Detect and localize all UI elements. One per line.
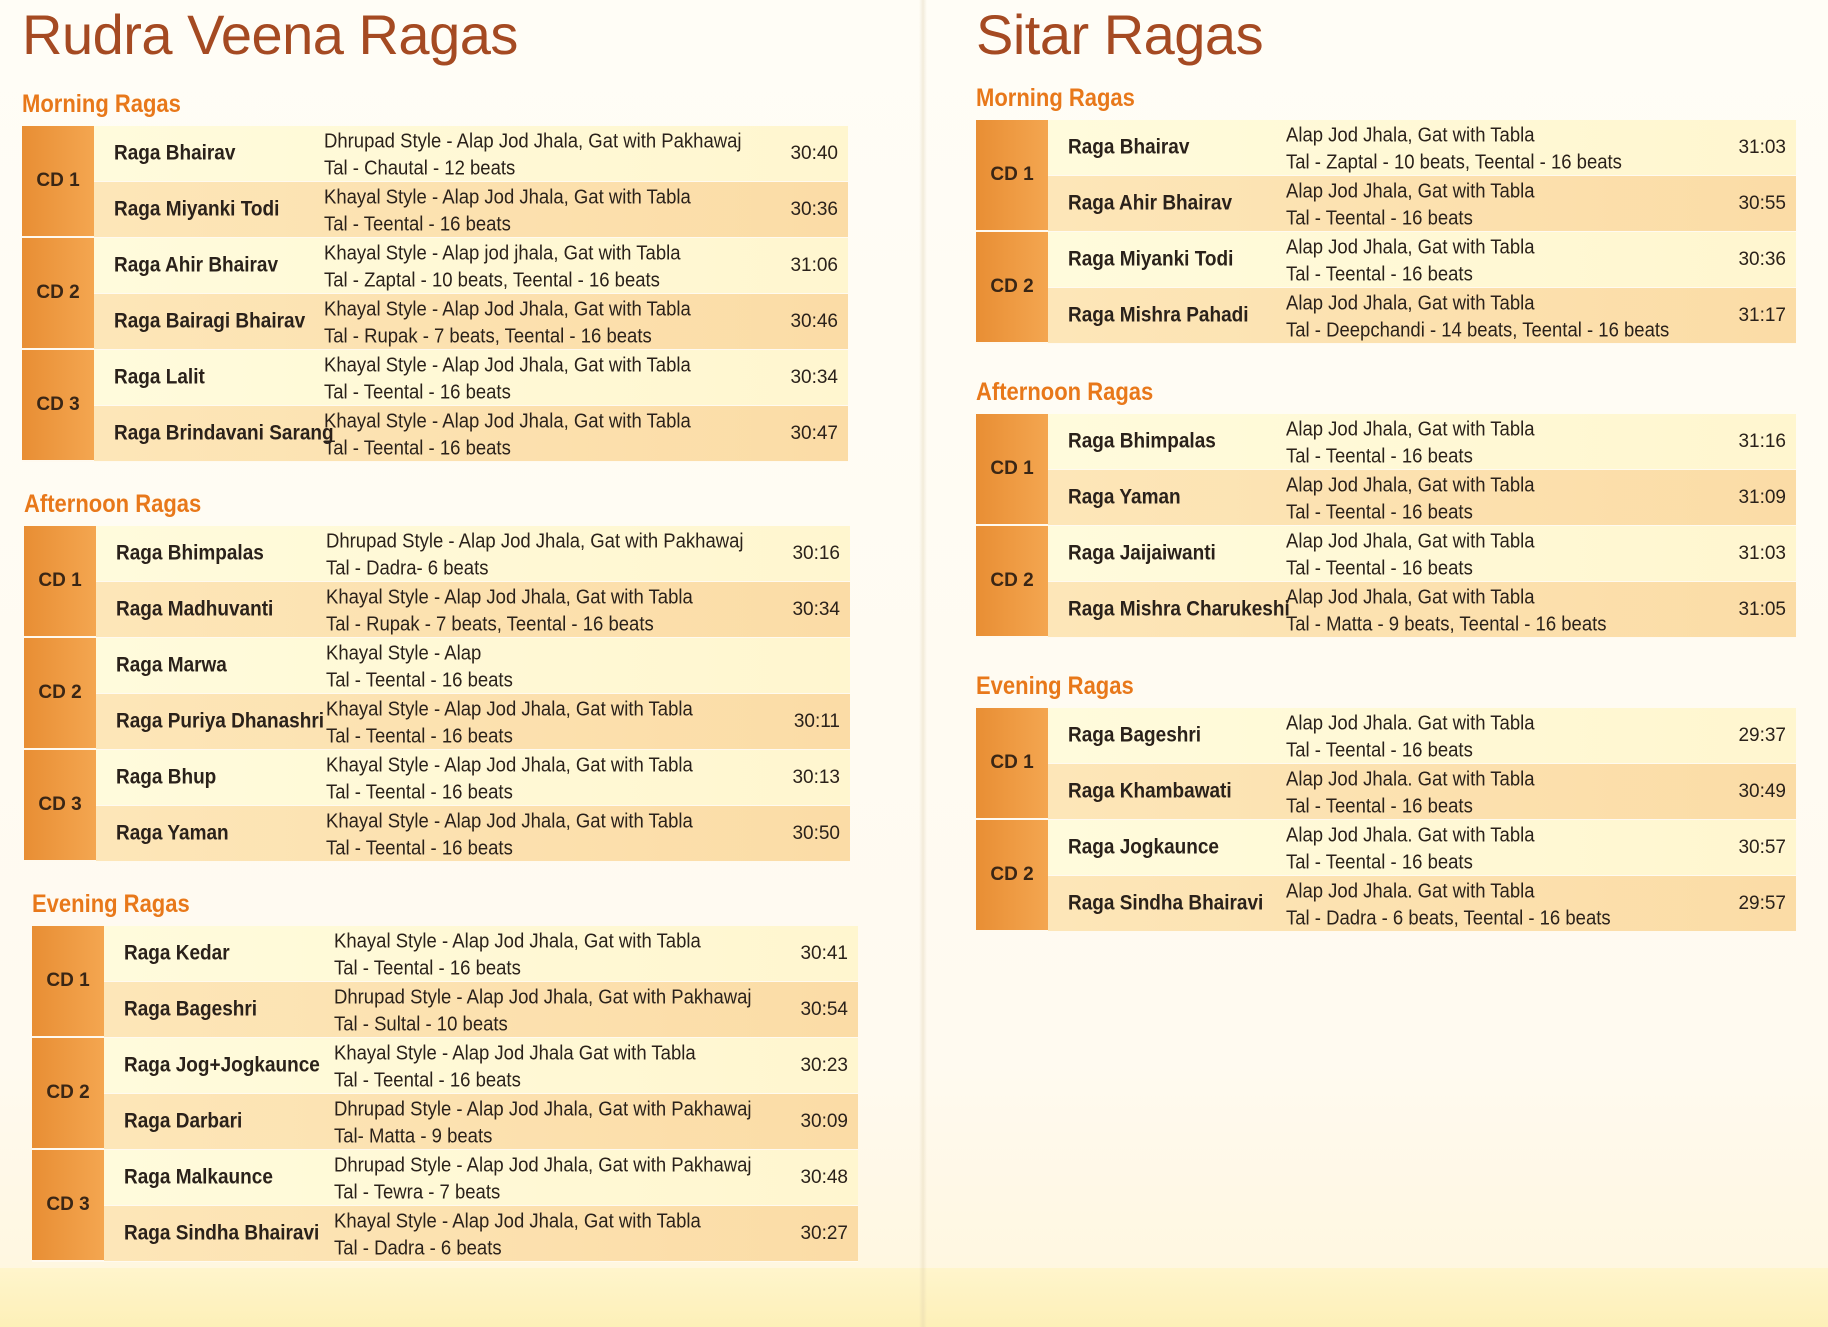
raga-name: Raga Mishra Pahadi [1068, 303, 1249, 327]
section-title: Evening Ragas [32, 889, 190, 918]
cd-rows [96, 638, 850, 750]
cd-group [24, 526, 850, 638]
raga-style: Khayal Style - Alap [326, 640, 482, 664]
raga-style: Khayal Style - Alap Jod Jhala, Gat with Tabla [326, 808, 693, 832]
raga-name: Raga Lalit [114, 365, 205, 389]
table-row [96, 526, 850, 582]
raga-duration: 30:40 [790, 142, 838, 164]
raga-description [1286, 471, 1716, 525]
raga-description [334, 983, 778, 1037]
cd-label: CD 1 [976, 120, 1048, 232]
table-row [1048, 708, 1796, 764]
section-title: Evening Ragas [976, 671, 1134, 700]
raga-tal: Tal - Teental - 16 beats [1286, 205, 1473, 229]
raga-description [326, 583, 770, 637]
raga-tal: Tal - Teental - 16 beats [1286, 555, 1473, 579]
cd-rows [94, 238, 848, 350]
raga-description [334, 1151, 778, 1205]
cd-group [24, 638, 850, 750]
raga-description [1286, 709, 1716, 763]
raga-tal: Tal - Teental - 16 beats [1286, 737, 1473, 761]
cd-group [22, 238, 848, 350]
raga-style: Alap Jod Jhala, Gat with Tabla [1286, 416, 1535, 440]
section-morning-ragas [22, 86, 848, 462]
table-row [94, 238, 848, 294]
raga-description [334, 927, 778, 981]
page-title: Sitar Ragas [976, 3, 1264, 66]
table-row [1048, 582, 1796, 638]
raga-duration: 30:57 [1738, 836, 1786, 858]
raga-tal: Tal - Teental - 16 beats [1286, 849, 1473, 873]
raga-style: Alap Jod Jhala. Gat with Tabla [1286, 766, 1535, 790]
raga-duration: 31:17 [1738, 304, 1786, 326]
raga-style: Alap Jod Jhala, Gat with Tabla [1286, 528, 1535, 552]
raga-tal: Tal - Teental - 16 beats [324, 379, 511, 403]
raga-tal: Tal - Teental - 16 beats [1286, 793, 1473, 817]
raga-tal: Tal - Sultal - 10 beats [334, 1011, 508, 1035]
cd-group [976, 526, 1796, 638]
raga-duration: 30:50 [792, 822, 840, 844]
raga-tal: Tal- Matta - 9 beats [334, 1123, 493, 1147]
table-row [1048, 470, 1796, 526]
cd-rows [94, 350, 848, 462]
raga-style: Alap Jod Jhala, Gat with Tabla [1286, 584, 1535, 608]
raga-name: Raga Madhuvanti [116, 597, 274, 621]
cd-label: CD 3 [24, 750, 96, 862]
raga-style: Khayal Style - Alap Jod Jhala, Gat with Tabla [324, 296, 691, 320]
cd-label: CD 2 [976, 820, 1048, 932]
raga-name: Raga Marwa [116, 653, 227, 677]
cd-label: CD 2 [976, 232, 1048, 344]
raga-name: Raga Jaijaiwanti [1068, 541, 1216, 565]
raga-description [1286, 177, 1716, 231]
table-row [94, 350, 848, 406]
cd-rows [104, 926, 858, 1038]
cd-group [976, 120, 1796, 232]
raga-duration: 31:05 [1738, 598, 1786, 620]
raga-duration: 29:37 [1738, 724, 1786, 746]
raga-name: Raga Malkaunce [124, 1165, 273, 1189]
cd-label: CD 1 [22, 126, 94, 238]
raga-description [326, 807, 770, 861]
raga-table [976, 120, 1796, 344]
cd-label: CD 3 [32, 1150, 104, 1262]
raga-tal: Tal - Zaptal - 10 beats, Teental - 16 beats [1286, 149, 1622, 173]
raga-style: Khayal Style - Alap jod jhala, Gat with Tabla [324, 240, 681, 264]
raga-duration: 30:36 [790, 198, 838, 220]
raga-tal: Tal - Dadra - 6 beats [334, 1235, 502, 1259]
cd-group [22, 350, 848, 462]
cd-rows [1048, 820, 1796, 932]
raga-name: Raga Brindavani Sarang [114, 421, 334, 445]
bottom-band [0, 1268, 1828, 1327]
table-row [1048, 526, 1796, 582]
cd-group [32, 1150, 858, 1262]
raga-description [324, 127, 768, 181]
section-evening-ragas [32, 886, 858, 1262]
cd-group [24, 750, 850, 862]
table-row [1048, 414, 1796, 470]
raga-name: Raga Ahir Bhairav [1068, 191, 1233, 215]
raga-name: Raga Yaman [116, 821, 229, 845]
raga-name: Raga Bhairav [114, 141, 236, 165]
raga-name: Raga Khambawati [1068, 779, 1232, 803]
cd-group [976, 708, 1796, 820]
raga-style: Alap Jod Jhala. Gat with Tabla [1286, 710, 1535, 734]
table-row [96, 694, 850, 750]
raga-description [326, 639, 770, 693]
cd-rows [96, 526, 850, 638]
raga-description [1286, 289, 1716, 343]
raga-duration: 30:09 [800, 1110, 848, 1132]
cd-rows [1048, 414, 1796, 526]
raga-name: Raga Kedar [124, 941, 230, 965]
raga-tal: Tal - Teental - 16 beats [326, 667, 513, 691]
raga-tal: Tal - Teental - 16 beats [326, 835, 513, 859]
raga-table [24, 526, 850, 862]
raga-tal: Tal - Teental - 16 beats [334, 1067, 521, 1091]
raga-description [334, 1095, 778, 1149]
raga-description [1286, 233, 1716, 287]
raga-name: Raga Sindha Bhairavi [1068, 891, 1264, 915]
section-afternoon-ragas [976, 374, 1796, 638]
raga-style: Dhrupad Style - Alap Jod Jhala, Gat with Pakhawaj [326, 528, 744, 552]
raga-description [326, 695, 770, 749]
raga-tal: Tal - Teental - 16 beats [1286, 443, 1473, 467]
cd-group [32, 926, 858, 1038]
raga-name: Raga Miyanki Todi [1068, 247, 1234, 271]
raga-description [1286, 877, 1716, 931]
table-row [96, 750, 850, 806]
section-title: Afternoon Ragas [976, 377, 1154, 406]
raga-duration: 30:13 [792, 766, 840, 788]
section-evening-ragas [976, 668, 1796, 932]
raga-name: Raga Yaman [1068, 485, 1181, 509]
raga-style: Khayal Style - Alap Jod Jhala, Gat with Tabla [324, 352, 691, 376]
raga-duration: 30:34 [792, 598, 840, 620]
cd-label: CD 1 [976, 414, 1048, 526]
raga-tal: Tal - Teental - 16 beats [1286, 499, 1473, 523]
raga-description [326, 751, 770, 805]
cd-label: CD 2 [22, 238, 94, 350]
raga-duration: 30:46 [790, 310, 838, 332]
raga-description [1286, 415, 1716, 469]
raga-tal: Tal - Teental - 16 beats [326, 723, 513, 747]
raga-name: Raga Mishra Charukeshi [1068, 597, 1290, 621]
table-row [96, 638, 850, 694]
raga-description [324, 239, 768, 293]
raga-style: Alap Jod Jhala, Gat with Tabla [1286, 472, 1535, 496]
cd-rows [104, 1150, 858, 1262]
raga-duration: 30:54 [800, 998, 848, 1020]
raga-name: Raga Puriya Dhanashri [116, 709, 325, 733]
section-afternoon-ragas [24, 486, 850, 862]
raga-duration: 30:23 [800, 1054, 848, 1076]
raga-duration: 31:03 [1738, 542, 1786, 564]
cd-rows [1048, 232, 1796, 344]
table-row [94, 126, 848, 182]
cd-group [22, 126, 848, 238]
cd-rows [1048, 120, 1796, 232]
cd-rows [104, 1038, 858, 1150]
raga-description [334, 1207, 778, 1261]
table-row [104, 1038, 858, 1094]
table-row [1048, 820, 1796, 876]
raga-tal: Tal - Chautal - 12 beats [324, 155, 516, 179]
raga-description [326, 527, 770, 581]
table-row [1048, 120, 1796, 176]
raga-style: Alap Jod Jhala. Gat with Tabla [1286, 878, 1535, 902]
raga-tal: Tal - Teental - 16 beats [334, 955, 521, 979]
raga-name: Raga Bageshri [124, 997, 258, 1021]
section-title: Morning Ragas [976, 83, 1135, 112]
raga-tal: Tal - Dadra- 6 beats [326, 555, 489, 579]
section-title: Morning Ragas [22, 89, 181, 118]
raga-description [1286, 583, 1716, 637]
raga-description [1286, 765, 1716, 819]
raga-name: Raga Bhimpalas [1068, 429, 1216, 453]
raga-tal: Tal - Teental - 16 beats [1286, 261, 1473, 285]
raga-duration: 30:16 [792, 542, 840, 564]
raga-description [334, 1039, 778, 1093]
raga-tal: Tal - Rupak - 7 beats, Teental - 16 beats [324, 323, 652, 347]
cd-rows [1048, 708, 1796, 820]
cd-group [32, 1038, 858, 1150]
raga-name: Raga Bhairav [1068, 135, 1190, 159]
table-row [1048, 288, 1796, 344]
raga-style: Dhrupad Style - Alap Jod Jhala, Gat with Pakhawaj [334, 1152, 752, 1176]
raga-tal: Tal - Dadra - 6 beats, Teental - 16 beats [1286, 905, 1611, 929]
raga-tal: Tal - Teental - 16 beats [324, 435, 511, 459]
raga-description [324, 183, 768, 237]
raga-style: Dhrupad Style - Alap Jod Jhala, Gat with Pakhawaj [324, 128, 742, 152]
table-row [1048, 764, 1796, 820]
cd-label: CD 1 [976, 708, 1048, 820]
raga-duration: 30:34 [790, 366, 838, 388]
raga-description [324, 351, 768, 405]
table-row [94, 406, 848, 462]
raga-style: Khayal Style - Alap Jod Jhala, Gat with Tabla [324, 184, 691, 208]
table-row [94, 182, 848, 238]
raga-duration: 30:48 [800, 1166, 848, 1188]
raga-table [22, 126, 848, 462]
cd-rows [1048, 526, 1796, 638]
raga-tal: Tal - Zaptal - 10 beats, Teental - 16 beats [324, 267, 660, 291]
raga-description [1286, 121, 1716, 175]
table-row [104, 1094, 858, 1150]
cd-label: CD 2 [976, 526, 1048, 638]
raga-name: Raga Bageshri [1068, 723, 1202, 747]
raga-name: Raga Jogkaunce [1068, 835, 1219, 859]
table-row [1048, 232, 1796, 288]
cd-label: CD 2 [24, 638, 96, 750]
raga-name: Raga Miyanki Todi [114, 197, 280, 221]
raga-duration: 31:03 [1738, 136, 1786, 158]
raga-style: Khayal Style - Alap Jod Jhala, Gat with Tabla [334, 1208, 701, 1232]
raga-tal: Tal - Rupak - 7 beats, Teental - 16 beats [326, 611, 654, 635]
table-row [104, 982, 858, 1038]
raga-description [1286, 821, 1716, 875]
raga-description [324, 407, 768, 461]
raga-name: Raga Ahir Bhairav [114, 253, 279, 277]
raga-duration: 31:09 [1738, 486, 1786, 508]
page-fold [919, 0, 927, 1327]
cd-label: CD 1 [32, 926, 104, 1038]
raga-duration: 30:11 [793, 710, 840, 732]
raga-name: Raga Sindha Bhairavi [124, 1221, 320, 1245]
raga-style: Khayal Style - Alap Jod Jhala Gat with Tabla [334, 1040, 696, 1064]
raga-style: Dhrupad Style - Alap Jod Jhala, Gat with Pakhawaj [334, 1096, 752, 1120]
raga-style: Dhrupad Style - Alap Jod Jhala, Gat with Pakhawaj [334, 984, 752, 1008]
cd-group [976, 820, 1796, 932]
raga-table [32, 926, 858, 1262]
raga-name: Raga Bhup [116, 765, 217, 789]
section-title: Afternoon Ragas [24, 489, 202, 518]
raga-duration: 30:55 [1738, 192, 1786, 214]
table-row [96, 582, 850, 638]
raga-style: Alap Jod Jhala, Gat with Tabla [1286, 290, 1535, 314]
raga-duration: 29:57 [1738, 892, 1786, 914]
raga-name: Raga Darbari [124, 1109, 243, 1133]
table-row [104, 926, 858, 982]
raga-duration: 30:36 [1738, 248, 1786, 270]
raga-tal: Tal - Teental - 16 beats [324, 211, 511, 235]
table-row [94, 294, 848, 350]
raga-style: Alap Jod Jhala, Gat with Tabla [1286, 234, 1535, 258]
raga-style: Alap Jod Jhala. Gat with Tabla [1286, 822, 1535, 846]
raga-style: Alap Jod Jhala, Gat with Tabla [1286, 178, 1535, 202]
raga-duration: 31:06 [790, 254, 838, 276]
cd-group [976, 232, 1796, 344]
raga-duration: 31:16 [1738, 430, 1786, 452]
cd-group [976, 414, 1796, 526]
raga-table [976, 708, 1796, 932]
raga-duration: 30:41 [800, 942, 848, 964]
cd-label: CD 2 [32, 1038, 104, 1150]
raga-style: Alap Jod Jhala, Gat with Tabla [1286, 122, 1535, 146]
raga-name: Raga Bairagi Bhairav [114, 309, 306, 333]
page-title: Rudra Veena Ragas [22, 3, 518, 66]
cd-rows [96, 750, 850, 862]
raga-duration: 30:27 [800, 1222, 848, 1244]
raga-style: Khayal Style - Alap Jod Jhala, Gat with Tabla [326, 584, 693, 608]
section-morning-ragas [976, 80, 1796, 344]
cd-rows [94, 126, 848, 238]
raga-name: Raga Bhimpalas [116, 541, 264, 565]
table-row [1048, 876, 1796, 932]
table-row [1048, 176, 1796, 232]
raga-style: Khayal Style - Alap Jod Jhala, Gat with Tabla [326, 752, 693, 776]
raga-tal: Tal - Teental - 16 beats [326, 779, 513, 803]
raga-style: Khayal Style - Alap Jod Jhala, Gat with Tabla [324, 408, 691, 432]
raga-name: Raga Jog+Jogkaunce [124, 1053, 320, 1077]
table-row [104, 1206, 858, 1262]
raga-tal: Tal - Tewra - 7 beats [334, 1179, 501, 1203]
raga-table [976, 414, 1796, 638]
raga-duration: 30:49 [1738, 780, 1786, 802]
cd-label: CD 1 [24, 526, 96, 638]
raga-tal: Tal - Deepchandi - 14 beats, Teental - 16 beats [1286, 317, 1670, 341]
raga-description [324, 295, 768, 349]
raga-description [1286, 527, 1716, 581]
raga-style: Khayal Style - Alap Jod Jhala, Gat with Tabla [334, 928, 701, 952]
table-row [96, 806, 850, 862]
raga-style: Khayal Style - Alap Jod Jhala, Gat with Tabla [326, 696, 693, 720]
table-row [104, 1150, 858, 1206]
raga-tal: Tal - Matta - 9 beats, Teental - 16 beats [1286, 611, 1607, 635]
raga-duration: 30:47 [790, 422, 838, 444]
cd-label: CD 3 [22, 350, 94, 462]
